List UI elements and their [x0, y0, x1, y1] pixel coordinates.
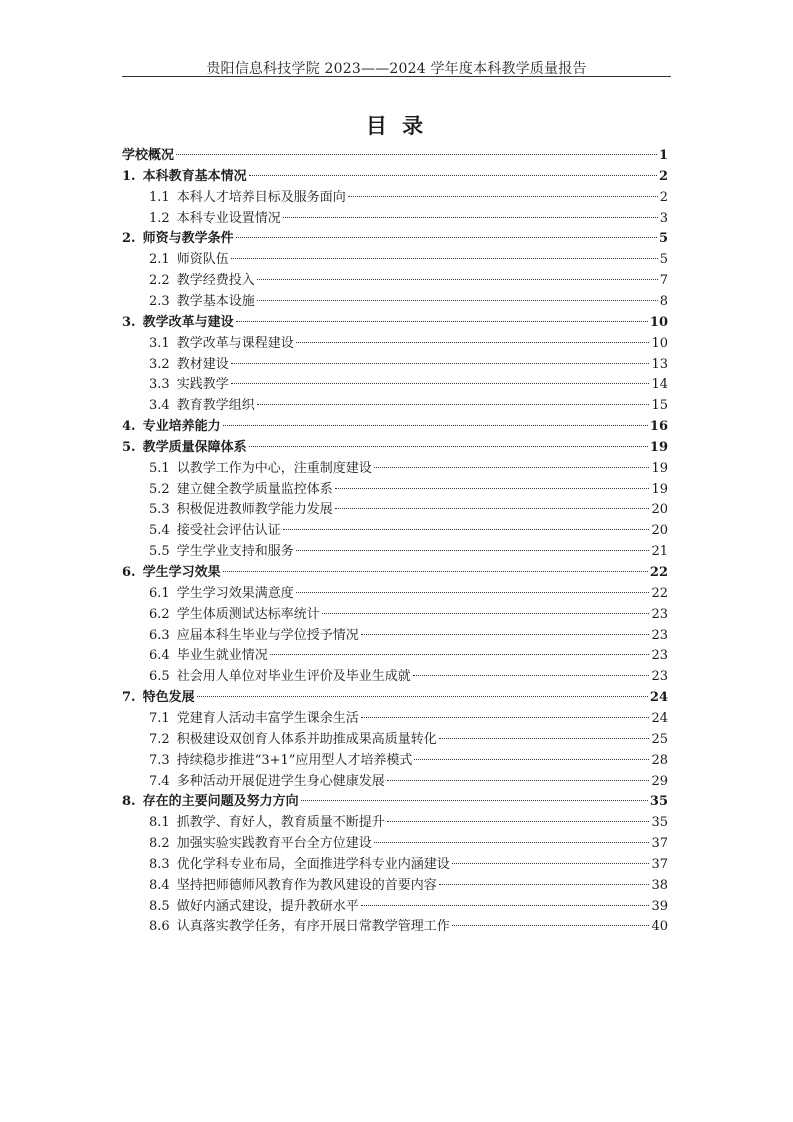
toc-entry-label: 应届本科生毕业与学位授予情况 [176, 627, 359, 643]
toc-entry-label: 存在的主要问题及努力方向 [142, 794, 299, 810]
toc-section-entry[interactable] [149, 667, 668, 687]
toc-dot-leader [223, 425, 648, 426]
toc-dot-leader [335, 488, 650, 489]
toc-entry-label: 教学基本设施 [176, 293, 255, 309]
toc-entry-page-number: 16 [649, 419, 668, 435]
toc-entry-page-number: 23 [651, 669, 668, 685]
toc-entry-label: 专业培养能力 [142, 419, 221, 435]
toc-dot-leader [361, 717, 650, 718]
toc-entry-number: 3.4 [149, 398, 170, 414]
toc-entry-page-number: 10 [649, 314, 668, 330]
toc-dot-leader [257, 279, 658, 280]
toc-entry-number: 6.2 [149, 606, 170, 622]
toc-dot-leader [361, 905, 650, 906]
toc-entry-number: 7.2 [149, 731, 170, 747]
toc-entry-label: 建立健全教学质量监控体系 [176, 481, 333, 497]
toc-entry-number: 3. [122, 314, 136, 330]
toc-entry-page-number: 35 [649, 794, 668, 810]
toc-entry-label: 党建育人活动丰富学生课余生活 [176, 710, 359, 726]
toc-entry-number: 1.1 [149, 189, 170, 205]
toc-entry-label: 教学质量保障体系 [142, 439, 247, 455]
toc-dot-leader [223, 571, 648, 572]
toc-entry-number: 3.2 [149, 356, 170, 372]
toc-entry-label: 持续稳步推进“3+1”应用型人才培养模式 [176, 752, 413, 768]
toc-entry-number: 8.6 [149, 919, 170, 935]
toc-section-entry[interactable] [149, 876, 668, 896]
toc-dot-leader [413, 675, 650, 676]
toc-dot-leader [249, 175, 657, 176]
toc-entry-page-number: 8 [659, 293, 668, 309]
toc-section-entry[interactable] [149, 834, 668, 854]
toc-entry-label: 积极促进教师教学能力发展 [176, 502, 333, 518]
toc-entry-page-number: 20 [651, 523, 668, 539]
toc-section-entry[interactable] [149, 292, 668, 312]
toc-dot-leader [374, 842, 650, 843]
toc-entry-number: 2.2 [149, 273, 170, 289]
toc-entry-page-number: 22 [651, 585, 668, 601]
toc-entry-label: 积极建设双创育人体系并助推成果高质量转化 [176, 731, 437, 747]
toc-dot-leader [231, 258, 658, 259]
toc-chapter-entry[interactable] [122, 792, 668, 812]
toc-entry-page-number: 19 [651, 460, 668, 476]
toc-entry-number: 8.5 [149, 898, 170, 914]
toc-entry-number: 2.3 [149, 293, 170, 309]
toc-dot-leader [322, 613, 650, 614]
toc-chapter-entry[interactable] [122, 146, 668, 166]
toc-entry-page-number: 39 [651, 898, 668, 914]
toc-section-entry[interactable] [149, 646, 668, 666]
toc-entry-page-number: 29 [651, 773, 668, 789]
toc-section-entry[interactable] [149, 188, 668, 208]
toc-dot-leader [452, 925, 650, 926]
toc-entry-number: 3.1 [149, 335, 170, 351]
toc-entry-page-number: 3 [659, 210, 668, 226]
toc-entry-number: 8.2 [149, 836, 170, 852]
toc-dot-leader [387, 780, 650, 781]
toc-dot-leader [374, 467, 650, 468]
toc-section-entry[interactable] [149, 626, 668, 646]
toc-entry-number: 6.3 [149, 627, 170, 643]
toc-entry-label: 特色发展 [142, 690, 195, 706]
toc-entry-page-number: 5 [658, 231, 668, 247]
toc-entry-label: 学校概况 [122, 148, 175, 163]
toc-entry-page-number: 2 [659, 189, 668, 205]
toc-entry-label: 师资队伍 [176, 252, 229, 268]
toc-entry-page-number: 19 [649, 439, 668, 455]
toc-dot-leader [283, 217, 658, 218]
toc-entry-page-number: 22 [649, 565, 668, 580]
toc-section-entry[interactable] [149, 605, 668, 625]
toc-entry-number: 8.4 [149, 877, 170, 893]
toc-chapter-entry[interactable] [122, 229, 668, 249]
toc-entry-number: 6.1 [149, 585, 170, 601]
toc-entry-number: 2.1 [149, 252, 170, 268]
toc-entry-number: 5.1 [149, 460, 170, 476]
toc-entry-page-number: 15 [651, 398, 668, 414]
toc-section-entry[interactable] [149, 459, 668, 479]
toc-entry-page-number: 25 [651, 731, 668, 747]
toc-entry-number: 8. [122, 794, 136, 810]
toc-dot-leader [361, 634, 650, 635]
toc-section-entry[interactable] [149, 375, 668, 395]
toc-section-entry[interactable] [149, 584, 668, 604]
toc-entry-label: 教学改革与建设 [142, 314, 234, 330]
toc-entry-page-number: 35 [651, 815, 668, 831]
toc-entry-label: 教育教学组织 [176, 398, 255, 414]
toc-dot-leader [296, 592, 650, 593]
toc-section-entry[interactable] [149, 751, 668, 771]
toc-dot-leader [231, 363, 650, 364]
toc-dot-leader [439, 738, 650, 739]
toc-entry-number: 8.3 [149, 856, 170, 872]
toc-dot-leader [231, 383, 650, 384]
toc-dot-leader [301, 800, 648, 801]
toc-section-entry[interactable] [149, 250, 668, 270]
toc-section-entry[interactable] [149, 396, 668, 416]
toc-entry-label: 学生体质测试达标率统计 [176, 606, 320, 622]
toc-entry-number: 8.1 [149, 815, 170, 831]
toc-entry-number: 5. [122, 439, 136, 455]
toc-entry-number: 7.3 [149, 752, 170, 768]
toc-entry-number: 6.5 [149, 669, 170, 685]
toc-entry-page-number: 19 [651, 481, 668, 497]
toc-entry-label: 多种活动开展促进学生身心健康发展 [176, 773, 385, 789]
toc-entry-page-number: 5 [659, 252, 668, 268]
toc-entry-label: 本科人才培养目标及服务面向 [176, 189, 346, 205]
toc-entry-label: 以教学工作为中心，注重制度建设 [176, 460, 372, 476]
toc-entry-page-number: 2 [658, 168, 668, 184]
toc-section-entry[interactable] [149, 209, 668, 229]
toc-entry-label: 本科教育基本情况 [142, 168, 247, 184]
toc-dot-leader [387, 821, 650, 822]
toc-dot-leader [439, 884, 650, 885]
toc-section-entry[interactable] [149, 334, 668, 354]
toc-entry-page-number: 13 [651, 356, 668, 372]
toc-entry-label: 坚持把师德师风教育作为教风建设的首要内容 [176, 877, 437, 893]
toc-entry-number: 4. [122, 419, 136, 435]
toc-entry-label: 社会用人单位对毕业生评价及毕业生成就 [176, 669, 411, 685]
toc-dot-leader [236, 237, 657, 238]
toc-entry-label: 教学改革与课程建设 [176, 335, 294, 351]
toc-dot-leader [257, 404, 650, 405]
toc-dot-leader [176, 154, 657, 155]
page-header: 贵阳信息科技学院 2023——2024 学年度本科教学质量报告 [206, 61, 587, 77]
toc-entry-page-number: 21 [651, 544, 668, 560]
toc-dot-leader [452, 863, 650, 864]
toc-chapter-entry[interactable] [122, 438, 668, 458]
toc-entry-number: 6.4 [149, 648, 170, 664]
toc-section-entry[interactable] [149, 355, 668, 375]
toc-section-entry[interactable] [149, 897, 668, 917]
toc-dot-leader [197, 696, 648, 697]
toc-entry-number: 7.1 [149, 710, 170, 726]
toc-entry-label: 师资与教学条件 [142, 231, 234, 247]
toc-entry-label: 认真落实教学任务，有序开展日常教学管理工作 [176, 919, 450, 935]
toc-section-entry[interactable] [149, 855, 668, 875]
toc-entry-page-number: 37 [651, 856, 668, 872]
toc-dot-leader [236, 321, 648, 322]
toc-dot-leader [283, 529, 650, 530]
toc-entry-label: 教学经费投入 [176, 273, 255, 289]
toc-entry-number: 7. [122, 690, 136, 706]
toc-chapter-entry[interactable] [122, 417, 668, 437]
toc-entry-page-number: 1 [658, 148, 668, 163]
toc-entry-page-number: 14 [651, 377, 668, 393]
toc-chapter-entry[interactable] [122, 688, 668, 708]
toc-entry-page-number: 23 [651, 627, 668, 643]
toc-entry-label: 毕业生就业情况 [176, 648, 268, 664]
toc-dot-leader [249, 446, 648, 447]
toc-entry-page-number: 37 [651, 836, 668, 852]
toc-dot-leader [270, 654, 650, 655]
toc-dot-leader [296, 342, 650, 343]
toc-entry-label: 学生学业支持和服务 [176, 544, 294, 560]
toc-chapter-entry[interactable] [122, 167, 668, 187]
toc-entry-number: 6. [122, 565, 136, 580]
toc-dot-leader [335, 508, 650, 509]
toc-section-entry[interactable] [149, 813, 668, 833]
toc-entry-number: 3.3 [149, 377, 170, 393]
toc-section-entry[interactable] [149, 480, 668, 500]
toc-entry-number: 1.2 [149, 210, 170, 226]
toc-entry-number: 5.4 [149, 523, 170, 539]
toc-entry-number: 5.5 [149, 544, 170, 560]
toc-chapter-entry[interactable] [122, 563, 668, 583]
toc-dot-leader [296, 550, 650, 551]
toc-entry-label: 教材建设 [176, 356, 229, 372]
toc-entry-label: 学生学习效果满意度 [176, 585, 294, 601]
toc-entry-label: 优化学科专业布局，全面推进学科专业内涵建设 [176, 856, 450, 872]
toc-section-entry[interactable] [149, 772, 668, 792]
page-title: 目 录 [365, 113, 428, 138]
toc-entry-label: 加强实验实践教育平台全方位建设 [176, 836, 372, 852]
toc-entry-label: 本科专业设置情况 [176, 210, 281, 226]
toc-entry-label: 接受社会评估认证 [176, 523, 281, 539]
toc-entry-page-number: 23 [651, 648, 668, 664]
toc-entry-label: 做好内涵式建设，提升教研水平 [176, 898, 359, 914]
toc-entry-page-number: 10 [651, 335, 668, 351]
toc-entry-label: 抓教学、育好人，教育质量不断提升 [176, 815, 385, 831]
toc-entry-page-number: 28 [651, 752, 668, 768]
toc-section-entry[interactable] [149, 709, 668, 729]
toc-entry-label: 实践教学 [176, 377, 229, 393]
toc-section-entry[interactable] [149, 730, 668, 750]
toc-section-entry[interactable] [149, 542, 668, 562]
toc-section-entry[interactable] [149, 271, 668, 291]
toc-entry-page-number: 23 [651, 606, 668, 622]
toc-entry-page-number: 7 [659, 273, 668, 289]
toc-section-entry[interactable] [149, 917, 668, 937]
toc-entry-number: 1. [122, 168, 136, 184]
toc-dot-leader [414, 759, 649, 760]
toc-section-entry[interactable] [149, 500, 668, 520]
toc-chapter-entry[interactable] [122, 313, 668, 333]
toc-section-entry[interactable] [149, 521, 668, 541]
toc-entry-number: 5.3 [149, 502, 170, 518]
toc-entry-page-number: 40 [651, 919, 668, 935]
toc-entry-page-number: 38 [651, 877, 668, 893]
toc-entry-number: 2. [122, 231, 136, 247]
toc-entry-label: 学生学习效果 [142, 565, 221, 580]
toc-dot-leader [257, 300, 658, 301]
toc-dot-leader [348, 196, 658, 197]
toc-entry-number: 5.2 [149, 481, 170, 497]
toc-entry-page-number: 24 [651, 710, 668, 726]
toc-entry-page-number: 24 [649, 690, 668, 706]
toc-entry-number: 7.4 [149, 773, 170, 789]
toc-entry-page-number: 20 [651, 502, 668, 518]
